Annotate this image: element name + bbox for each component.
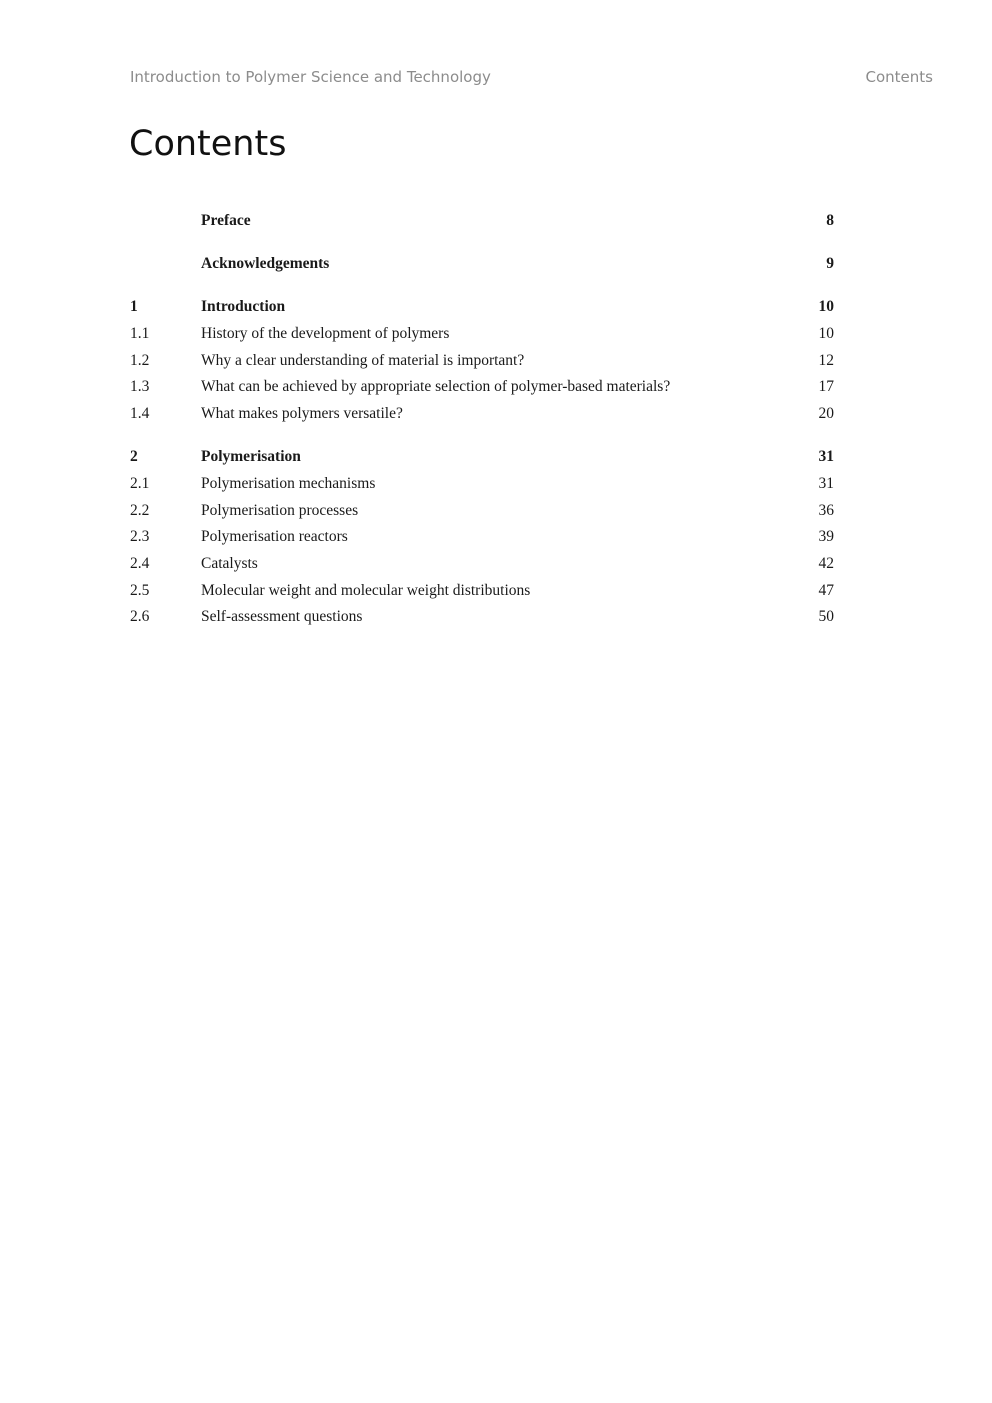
toc-entry-page: 8 [826,212,834,229]
toc-entry-title: History of the development of polymers [201,325,450,343]
toc-entry-page: 20 [818,405,834,423]
toc-entry-page: 47 [818,581,834,599]
toc-entry-number: 2.6 [130,608,150,626]
page-title: Contents [129,124,287,164]
toc-entry-page: 10 [818,325,834,343]
toc-section-1-2[interactable] [130,351,834,378]
toc-entry-title: Why a clear understanding of material is important? [201,351,525,369]
toc-entry-title: Acknowledgements [201,255,330,273]
running-header [130,68,933,90]
toc-section-1-4[interactable] [130,404,834,447]
toc-chapter-1[interactable] [130,297,834,324]
toc-entry-page: 17 [818,378,834,396]
toc-section-1-3[interactable] [130,377,834,404]
toc-section-2-4[interactable] [130,554,834,581]
toc-entry-title: What can be achieved by appropriate selection of polymer-based materials? [201,378,671,396]
toc-entry-title: Polymerisation processes [201,501,359,519]
toc-entry-page: 31 [818,475,834,492]
toc-entry-page: 12 [818,351,834,369]
toc-entry-title: Introduction [201,298,286,316]
toc-section-1-1[interactable] [130,324,834,351]
toc-entry-preface[interactable] [130,211,834,254]
toc-entry-number: 2 [130,448,138,466]
toc-entry-number: 1.4 [130,405,150,423]
toc-entry-number: 1.3 [130,378,150,396]
toc-entry-title: Polymerisation mechanisms [201,475,376,492]
running-header-book-title: Introduction to Polymer Science and Technology [130,68,491,86]
toc-entry-page: 39 [818,528,834,546]
toc-section-2-6[interactable] [130,607,834,634]
toc-entry-number: 2.2 [130,501,150,519]
toc-section-2-1[interactable] [130,474,834,501]
toc-entry-number: 2.3 [130,528,150,546]
toc-entry-title: Molecular weight and molecular weight distributions [201,581,531,599]
running-header-section-title: Contents [865,68,933,86]
toc-entry-title: Polymerisation [201,448,301,466]
toc-chapter-2[interactable] [130,447,834,474]
toc-section-2-3[interactable] [130,527,834,554]
toc-entry-title: Polymerisation reactors [201,528,348,546]
toc-entry-title: Catalysts [201,555,258,573]
toc-section-2-2[interactable] [130,501,834,528]
toc-entry-page: 31 [818,448,834,466]
toc-entry-number: 1 [130,298,138,316]
toc-entry-title: What makes polymers versatile? [201,405,403,423]
toc-entry-number: 1.2 [130,351,150,369]
toc-entry-acknowledgements[interactable] [130,254,834,297]
toc-section-2-5[interactable] [130,581,834,608]
toc-entry-page: 50 [818,608,834,626]
toc-entry-page: 42 [818,555,834,573]
toc-entry-page: 36 [818,501,834,519]
toc-entry-number: 1.1 [130,325,150,343]
toc-entry-number: 2.1 [130,475,150,492]
table-of-contents [130,211,834,634]
toc-entry-title: Self-assessment questions [201,608,363,626]
toc-entry-number: 2.5 [130,581,150,599]
toc-entry-title: Preface [201,212,251,229]
toc-entry-page: 9 [826,255,834,273]
toc-entry-page: 10 [818,298,834,316]
toc-entry-number: 2.4 [130,555,150,573]
